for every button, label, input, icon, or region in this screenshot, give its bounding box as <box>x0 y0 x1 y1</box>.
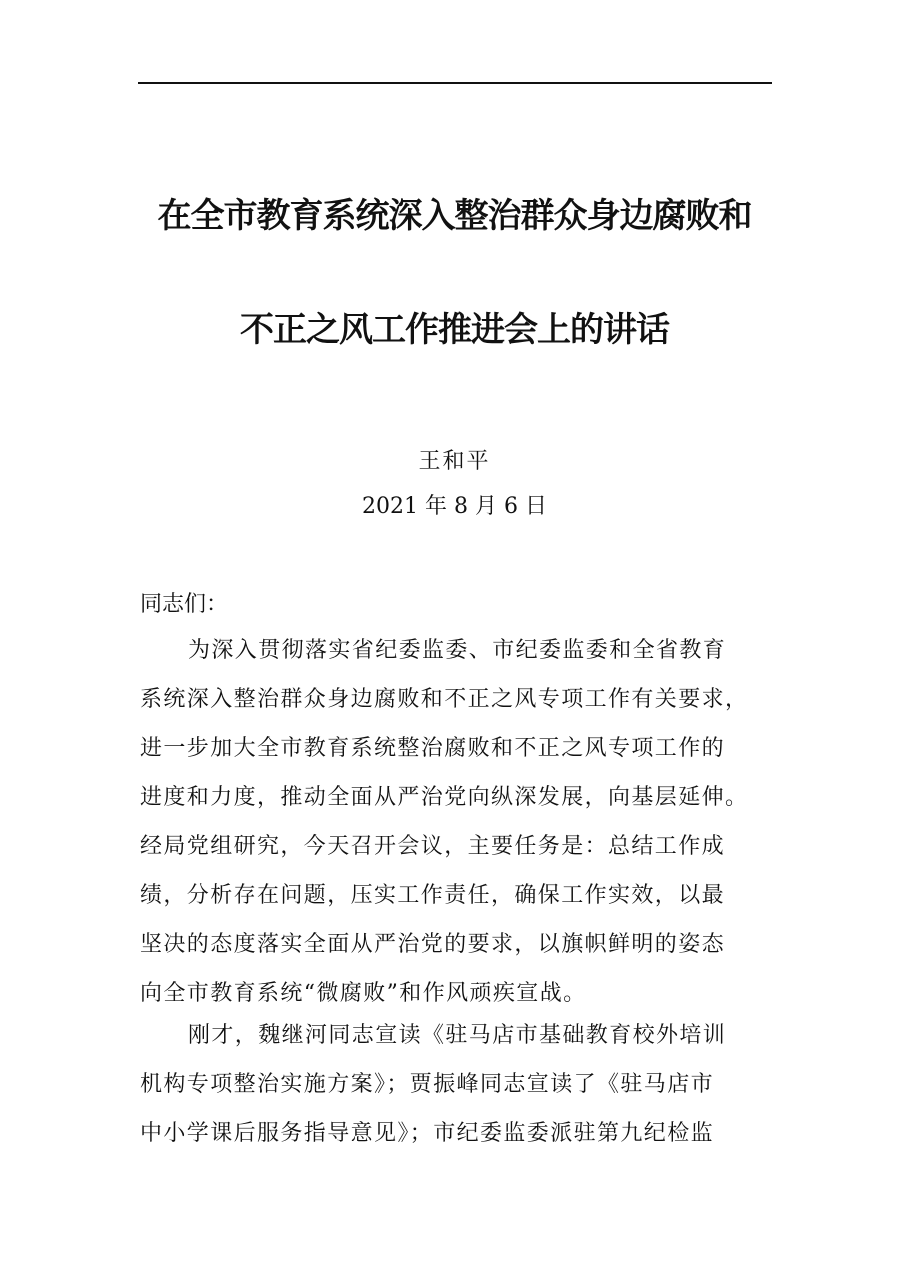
paragraph-line: 为深入贯彻落实省纪委监委、市纪委监委和全省教育 <box>188 638 727 663</box>
paragraph-line: 向全市教育系统“微腐败”和作风顽疾宣战。 <box>140 981 587 1006</box>
speech-date: 2021 年 8 月 6 日 <box>362 494 547 519</box>
author-name: 王和平 <box>418 449 491 474</box>
body-paragraph-1 <box>140 626 760 1018</box>
paragraph-line: 绩，分析存在问题，压实工作责任，确保工作实效，以最 <box>140 883 726 908</box>
speech-title-line-1: 在全市教育系统深入整治群众身边腐败和 <box>157 196 752 236</box>
salutation: 同志们： <box>140 592 229 617</box>
header-rule <box>138 82 772 84</box>
paragraph-line: 机构专项整治实施方案》；贾振峰同志宣读了《驻马店市 <box>140 1072 715 1097</box>
paragraph-line: 坚决的态度落实全面从严治党的要求，以旗帜鲜明的姿态 <box>140 932 726 957</box>
body-paragraph-2 <box>140 1011 760 1158</box>
paragraph-line: 刚才，魏继河同志宣读《驻马店市基础教育校外培训 <box>188 1023 727 1048</box>
paragraph-line: 系统深入整治群众身边腐败和不正之风专项工作有关要求， <box>140 687 749 712</box>
paragraph-line: 进一步加大全市教育系统整治腐败和不正之风专项工作的 <box>140 736 726 761</box>
paragraph-line: 中小学课后服务指导意见》；市纪委监委派驻第九纪检监 <box>140 1121 715 1146</box>
speech-title-line-2: 不正之风工作推进会上的讲话 <box>240 310 669 350</box>
paragraph-line: 进度和力度，推动全面从严治党向纵深发展，向基层延伸。 <box>140 785 749 810</box>
paragraph-line: 经局党组研究，今天召开会议，主要任务是：总结工作成 <box>140 834 726 859</box>
